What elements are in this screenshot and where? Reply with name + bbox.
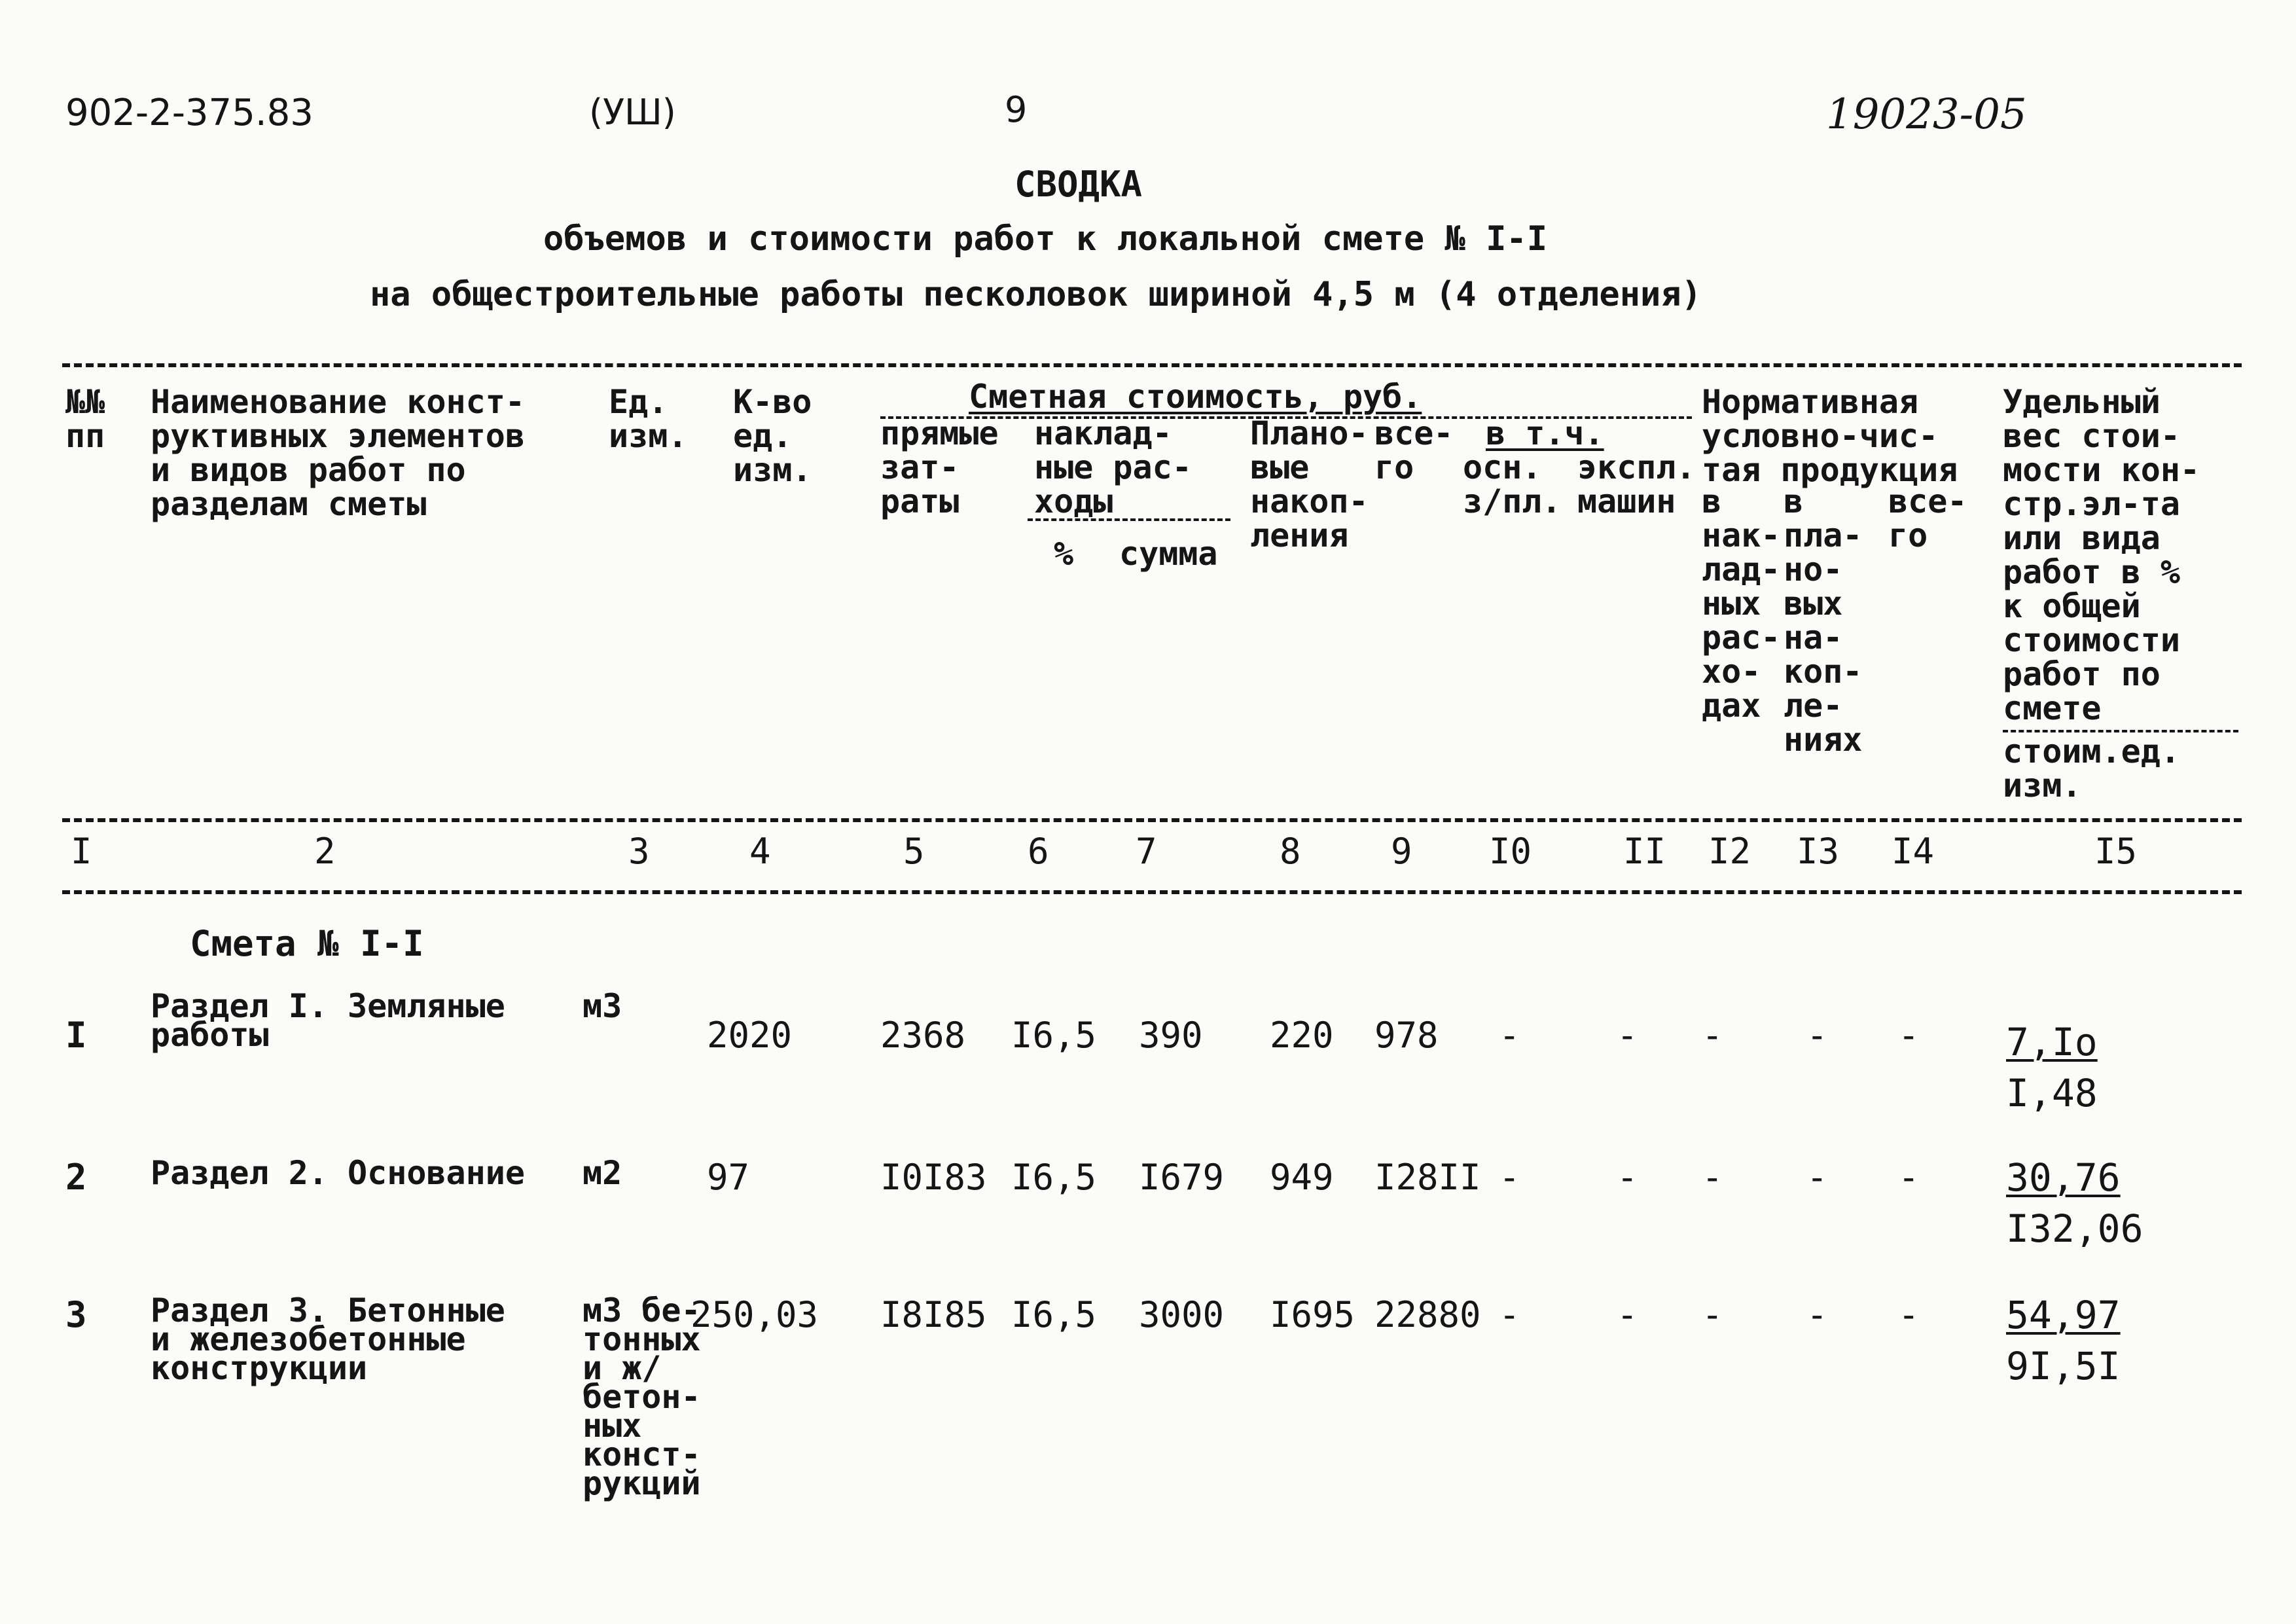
cell-c14: - (1898, 1157, 1920, 1198)
cell-overhead-pct: I6,5 (1011, 1157, 1097, 1198)
header-col-overhead: наклад- ные рас- ходы (1034, 414, 1192, 520)
cell-c12: - (1702, 1294, 1723, 1335)
column-number-2: 2 (314, 831, 336, 872)
table-top-rule (62, 363, 2242, 367)
header-col-share: Удельный вес стои- мости кон- стр.эл-та или вида работ в % к общей стоимости работ по смете (2003, 383, 2200, 727)
cell-planned: I695 (1270, 1294, 1355, 1335)
cell-c13: - (1806, 1157, 1828, 1198)
page-number: 9 (1005, 89, 1028, 130)
column-number-7: 7 (1136, 831, 1157, 872)
cell-c10: - (1499, 1294, 1520, 1335)
header-group-estimated-cost: Сметная стоимость, руб. (969, 378, 1422, 416)
header-col-number: №№ пп (65, 383, 105, 455)
cell-c14: - (1898, 1015, 1920, 1056)
cell-name: Раздел 2. Основание (151, 1154, 525, 1192)
header-col-in-overhead: в нак- лад- ных рас- хо- дах (1702, 482, 1781, 725)
cell-name: Раздел I. Земляные работы (151, 987, 505, 1054)
overhead-rule (1028, 518, 1230, 521)
column-number-10: I0 (1489, 831, 1532, 872)
column-number-9: 9 (1391, 831, 1412, 872)
cell-unit-cost: 9I,5I (2006, 1344, 2121, 1388)
cell-total: 22880 (1374, 1294, 1481, 1335)
cell-total: I28II (1374, 1157, 1481, 1198)
cell-overhead-pct: I6,5 (1011, 1294, 1097, 1335)
header-col-overhead-pct: % (1054, 535, 1074, 573)
document-code: 902-2-375.83 (65, 92, 314, 134)
summary-title: СВОДКА (1014, 164, 1143, 205)
cell-unit: м3 (583, 987, 622, 1025)
cell-unit: м3 бе- тонных и ж/ бетон- ных конст- рукций (583, 1291, 701, 1502)
cell-c11: - (1617, 1294, 1638, 1335)
header-col-quantity: К-во ед. изм. (733, 383, 812, 489)
inventory-number: 19023-05 (1826, 90, 2027, 139)
header-col-norm-total: все- го (1888, 482, 1967, 554)
column-numbers-bottom-rule (62, 890, 2242, 894)
cell-overhead-pct: I6,5 (1011, 1015, 1097, 1056)
column-number-8: 8 (1280, 831, 1301, 872)
cell-direct: I8I85 (880, 1294, 987, 1335)
cell-planned: 220 (1270, 1015, 1334, 1056)
cell-name: Раздел 3. Бетонные и железобетонные конструкции (151, 1291, 505, 1387)
cell-direct: 2368 (880, 1015, 966, 1056)
summary-subtitle-2: на общестроительные работы песколовок шириной 4,5 м (4 отделения) (370, 275, 1702, 314)
cell-c12: - (1702, 1157, 1723, 1198)
header-col-unit-cost: стоим.ед. изм. (2003, 732, 2180, 804)
cell-c14: - (1898, 1294, 1920, 1335)
series-label: (УШ) (589, 92, 676, 133)
cell-c11: - (1617, 1157, 1638, 1198)
cell-c10: - (1499, 1015, 1520, 1056)
cell-qty: 97 (707, 1157, 750, 1198)
cell-share: 7,Io (2006, 1020, 2098, 1064)
cell-qty: 250,03 (691, 1294, 819, 1335)
header-col-base-wage: осн. з/пл. (1463, 448, 1562, 520)
header-col-unit: Ед. изм. (609, 383, 688, 455)
column-number-1: I (71, 831, 92, 872)
header-col-direct: прямые зат- раты (880, 414, 999, 520)
cell-c13: - (1806, 1015, 1828, 1056)
header-col-overhead-sum: сумма (1119, 535, 1218, 573)
summary-subtitle-1: объемов и стоимости работ к локальной смете № I-I (543, 219, 1548, 259)
header-group-normative: Нормативная условно-чис- тая продукция (1702, 383, 1958, 489)
estimate-label: Смета № I-I (190, 923, 424, 964)
column-number-4: 4 (749, 831, 771, 872)
column-number-5: 5 (903, 831, 925, 872)
cell-total: 978 (1374, 1015, 1439, 1056)
cell-overhead-sum: 3000 (1139, 1294, 1225, 1335)
cell-qty: 2020 (707, 1015, 793, 1056)
header-col-machine-use: экспл. машин (1577, 448, 1696, 520)
cell-share: 30,76 (2006, 1155, 2121, 1200)
cell-overhead-sum: I679 (1139, 1157, 1225, 1198)
column-number-13: I3 (1797, 831, 1840, 872)
column-numbers-top-rule (62, 818, 2242, 822)
cell-direct: I0I83 (880, 1157, 987, 1198)
cell-c13: - (1806, 1294, 1828, 1335)
column-number-11: II (1623, 831, 1666, 872)
cell-planned: 949 (1270, 1157, 1334, 1198)
cell-num: 3 (65, 1294, 87, 1335)
cell-share: 54,97 (2006, 1293, 2121, 1337)
column-number-12: I2 (1708, 831, 1751, 872)
cell-unit: м2 (583, 1154, 622, 1192)
cell-num: I (65, 1015, 87, 1056)
column-number-3: 3 (628, 831, 650, 872)
column-number-15: I5 (2094, 831, 2138, 872)
header-col-name: Наименование конст- руктивных элементов и видов работ по разделам сметы (151, 383, 525, 523)
column-number-14: I4 (1892, 831, 1935, 872)
cell-unit-cost: I32,06 (2006, 1206, 2144, 1251)
header-col-planned: Плано- вые накоп- ления (1250, 414, 1369, 554)
cell-num: 2 (65, 1157, 87, 1198)
cell-overhead-sum: 390 (1139, 1015, 1203, 1056)
column-number-6: 6 (1028, 831, 1049, 872)
header-group-including: в т.ч. (1486, 414, 1604, 452)
cell-unit-cost: I,48 (2006, 1071, 2098, 1115)
header-col-total: все- го (1374, 414, 1454, 486)
cell-c11: - (1617, 1015, 1638, 1056)
header-col-in-planned: в пла- но- вых на- коп- ле- ниях (1784, 482, 1863, 759)
cell-c12: - (1702, 1015, 1723, 1056)
cell-c10: - (1499, 1157, 1520, 1198)
